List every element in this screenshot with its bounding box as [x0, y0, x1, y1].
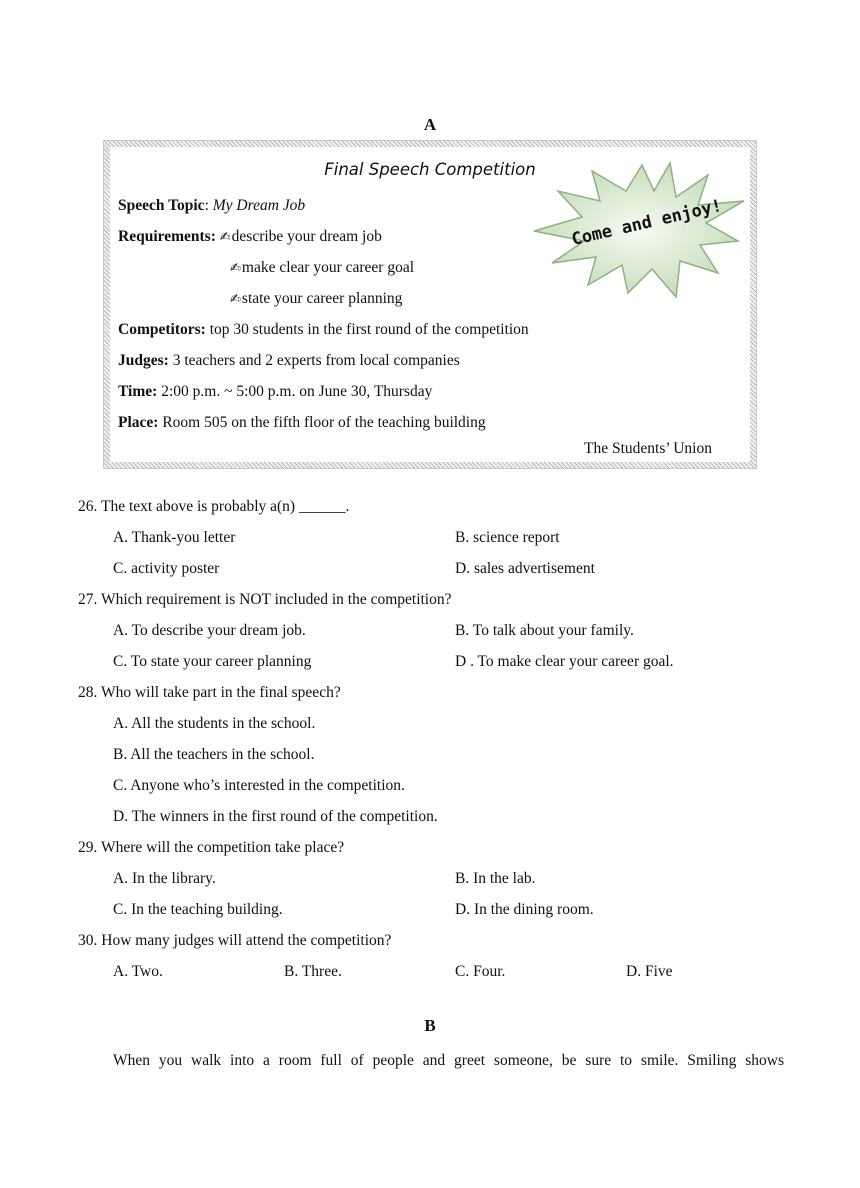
question-29-option-d[interactable]: D. In the dining room.: [455, 901, 594, 918]
place-line: [118, 414, 486, 432]
time-line: [118, 383, 432, 401]
time-value: 2:00 p.m. ~ 5:00 p.m. on June 30, Thursday: [157, 383, 433, 400]
topic-line: [118, 197, 305, 215]
question-28-option-a[interactable]: A. All the students in the school.: [113, 715, 316, 732]
badge-text: Come and enjoy!: [569, 195, 724, 251]
requirement-line-2: [118, 259, 414, 277]
question-30-option-c[interactable]: C. Four.: [455, 963, 506, 980]
question-28-stem: 28. Who will take part in the final speech?: [78, 684, 341, 701]
topic-separator: :: [204, 197, 213, 214]
judges-value: 3 teachers and 2 experts from local companies: [168, 352, 460, 369]
requirement-item: describe your dream job: [231, 228, 382, 245]
poster-signature: The Students’ Union: [583, 440, 712, 457]
topic-label: Speech Topic: [118, 197, 205, 214]
judges-label: Judges:: [118, 352, 169, 369]
question-26-option-c[interactable]: C. activity poster: [113, 560, 220, 577]
poster-title: Final Speech Competition: [324, 160, 536, 179]
question-29-option-a[interactable]: A. In the library.: [113, 870, 216, 887]
question-30-option-d[interactable]: D. Five: [626, 963, 673, 980]
question-28-option-b[interactable]: B. All the teachers in the school.: [113, 746, 315, 763]
question-28-option-c[interactable]: C. Anyone who’s interested in the competition.: [113, 777, 405, 794]
section-heading-b: B: [424, 1016, 436, 1035]
competitors-label: Competitors:: [118, 321, 206, 338]
competition-poster: [104, 141, 756, 468]
question-27-option-a[interactable]: A. To describe your dream job.: [113, 622, 306, 639]
competitors-value: top 30 students in the first round of the competition: [205, 321, 529, 338]
place-label: Place:: [118, 414, 159, 431]
pen-icon: ✍: [230, 292, 241, 307]
question-27-stem: 27. Which requirement is NOT included in the competition?: [78, 591, 452, 608]
topic-value: My Dream Job: [212, 197, 306, 214]
question-30-option-a[interactable]: A. Two.: [113, 963, 163, 980]
question-29-stem: 29. Where will the competition take place?: [78, 839, 345, 856]
pen-icon: ✍: [219, 230, 231, 245]
question-27-option-b[interactable]: B. To talk about your family.: [455, 622, 634, 639]
question-26-option-b[interactable]: B. science report: [455, 529, 560, 546]
question-30-option-b[interactable]: B. Three.: [284, 963, 342, 980]
requirement-item: state your career planning: [241, 290, 403, 307]
requirement-item: make clear your career goal: [241, 259, 415, 276]
question-30-stem: 30. How many judges will attend the competition?: [78, 932, 392, 949]
question-27-option-c[interactable]: C. To state your career planning: [113, 653, 312, 670]
pen-icon: ✍: [230, 261, 241, 276]
section-heading-a: A: [423, 115, 437, 134]
requirement-line-3: [118, 290, 402, 308]
competitors-line: [118, 321, 529, 339]
requirements-label: Requirements:: [118, 228, 216, 245]
question-26-stem: 26. The text above is probably a(n) ______.: [78, 498, 350, 515]
question-26-option-a[interactable]: A. Thank-you letter: [113, 529, 236, 546]
question-27-option-d[interactable]: D . To make clear your career goal.: [455, 653, 674, 670]
requirements-line: [118, 228, 382, 246]
judges-line: [118, 352, 460, 370]
question-29-option-b[interactable]: B. In the lab.: [455, 870, 536, 887]
place-value: Room 505 on the fifth floor of the teaching building: [158, 414, 486, 431]
time-label: Time:: [118, 383, 158, 400]
passage-b-text: When you walk into a room full of people and greet someone, be sure to smile. Smiling shows: [113, 1052, 784, 1069]
question-26-option-d[interactable]: D. sales advertisement: [455, 560, 595, 577]
question-29-option-c[interactable]: C. In the teaching building.: [113, 901, 283, 918]
question-28-option-d[interactable]: D. The winners in the first round of the competition.: [113, 808, 438, 825]
